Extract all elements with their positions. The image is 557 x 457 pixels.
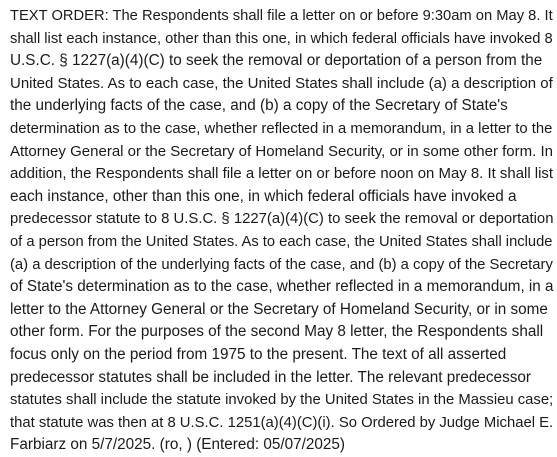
text-line: addition, the Respondents shall file a letter on or before noon on May 8. It shall list (10, 165, 554, 183)
text-line: that statute was then at 8 U.S.C. 1251(a)(4)(C)(i). So Ordered by Judge Michael E. (10, 414, 554, 431)
text-line: statutes shall include the statute invoked by the United States in the Massieu case; (10, 392, 554, 409)
text-line: predecessor statutes shall be included in the letter. The relevant predecessor (10, 368, 531, 386)
text-line: the underlying facts of the case, and (b) a copy of the Secretary of State's (10, 97, 508, 115)
text-line: each instance, other than this one, in which federal officials have invoked a (10, 187, 517, 205)
text-line: Attorney General or the Secretary of Homeland Security, or in some other form. In (10, 142, 554, 160)
text-line: determination as to the case, whether reflected in a memorandum, in a letter to the (10, 120, 553, 137)
text-line: U.S.C. § 1227(a)(4)(C) to seek the removal or deportation of a person from the (10, 52, 543, 70)
text-line: of State's determination as to the case, whether reflected in a memorandum, in a (10, 278, 554, 296)
text-line: focus only on the period from 1975 to the present. The text of all asserted (10, 345, 507, 363)
text-line: letter to the Attorney General or the Secretary of Homeland Security, or in some (10, 300, 548, 318)
text-line: TEXT ORDER: The Respondents shall file a letter on or before 9:30am on May 8. It (10, 8, 553, 24)
text-line: Farbiarz on 5/7/2025. (ro, ) (Entered: 05/07/2025) (10, 436, 346, 454)
text-line: of a person from the United States. As to each case, the United States shall include (10, 233, 553, 250)
text-line: shall list each instance, other than this one, in which federal officials have invoked 8 (10, 30, 553, 47)
text-line: United States. As to each case, the United States shall include (a) a description of (10, 74, 553, 92)
text-line: other form. For the purposes of the second May 8 letter, the Respondents shall (10, 323, 544, 341)
text-line: predecessor statute to 8 U.S.C. § 1227(a)(4)(C) to seek the removal or deportation (10, 211, 554, 228)
text-line: (a) a description of the underlying facts of the case, and (b) a copy of the Secretary (10, 256, 553, 273)
